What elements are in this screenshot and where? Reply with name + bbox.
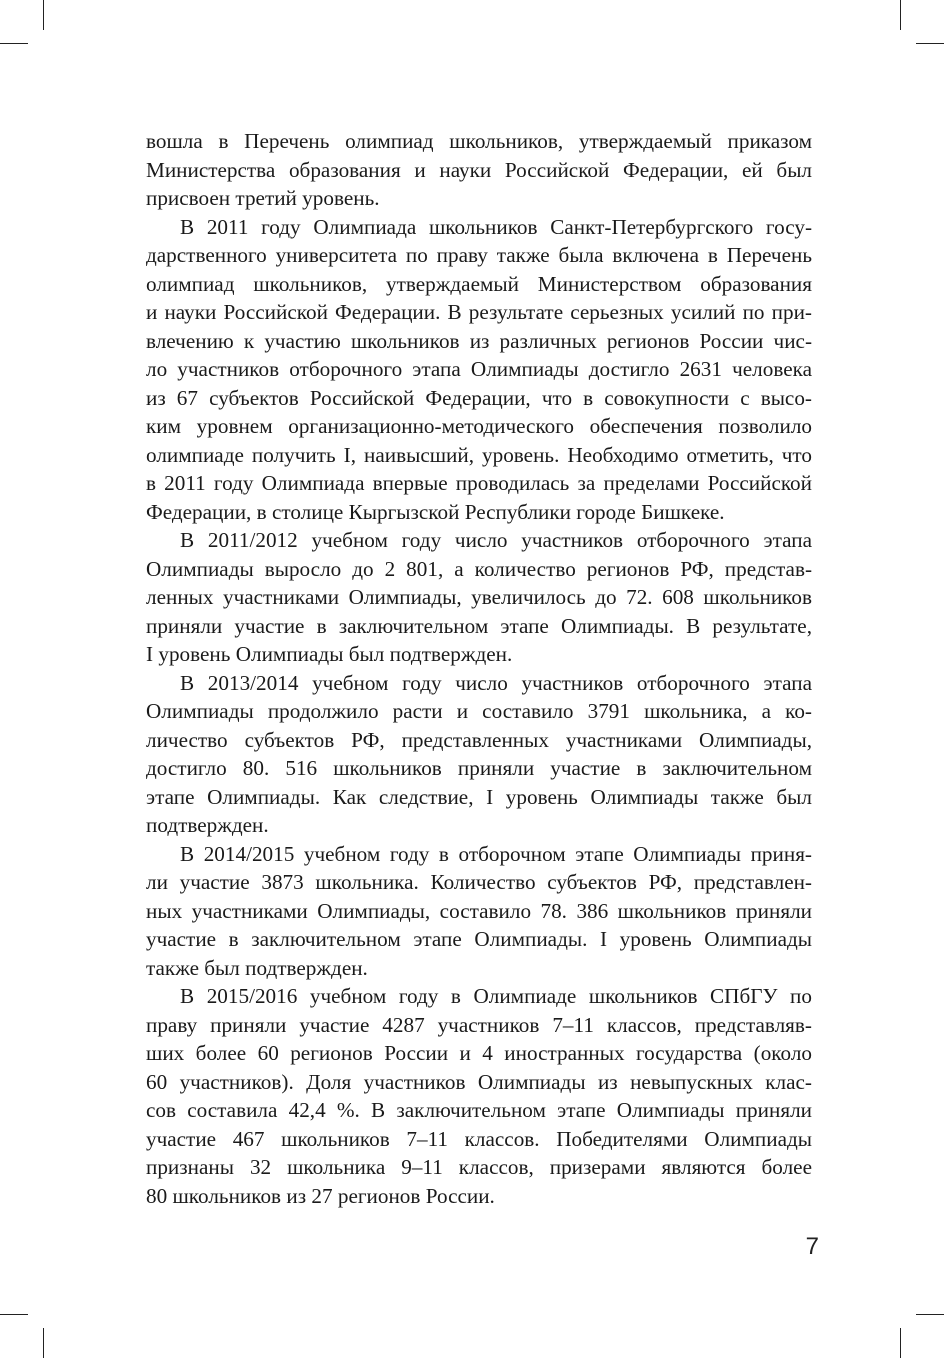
paragraph-continuation [146, 127, 812, 213]
text-line: ных участниками Олимпиады, составило 78. 386 школьников приняли [146, 898, 812, 923]
paragraph-2011-2012 [146, 526, 812, 669]
text-line: олимпиад школьников, утверждаемый Министерством образования [146, 271, 812, 296]
text-line: подтвержден. [146, 813, 269, 837]
text-line: ким уровнем организационно-методического обеспечения позволило [146, 414, 812, 438]
text-line: из 67 субъектов Российской Федерации, что в совокупности с высо- [146, 385, 812, 410]
text-line: 60 участников). Доля участников Олимпиады из невыпускных клас- [146, 1069, 812, 1094]
crop-mark-bottom-right-horizontal [916, 1314, 944, 1315]
text-line: 80 школьников из 27 регионов России. [146, 1183, 495, 1208]
body-text [146, 127, 812, 1210]
text-line: этапе Олимпиады. Как следствие, I уровень Олимпиады также был [146, 784, 812, 809]
crop-mark-top-right-horizontal [916, 43, 944, 44]
crop-mark-top-right-vertical [900, 0, 901, 30]
text-line: I уровень Олимпиады был подтвержден. [146, 642, 513, 666]
text-line: Олимпиады выросло до 2 801, а количество регионов РФ, представ- [146, 556, 812, 581]
text-line: участие в заключительном этапе Олимпиады. I уровень Олимпиады [146, 927, 812, 951]
text-line: В 2015/2016 учебном году в Олимпиаде школьников СПбГУ по [180, 984, 812, 1008]
text-line: В 2014/2015 учебном году в отборочном этапе Олимпиады приня- [180, 841, 812, 866]
text-line: в 2011 году Олимпиада впервые проводилась за пределами Российской [146, 471, 812, 495]
text-line: Федерации, в столице Кыргызской Республики городе Бишкеке. [146, 499, 725, 524]
text-line: признаны 32 школьника 9–11 классов, призерами являются более [146, 1155, 812, 1179]
text-line: Олимпиады продолжило расти и составило 3791 школьника, а ко- [146, 699, 812, 723]
crop-mark-bottom-left-horizontal [0, 1314, 28, 1315]
text-line: Министерства образования и науки Российской Федерации, ей был [146, 157, 812, 182]
text-line: ли участие 3873 школьника. Количество субъектов РФ, представлен- [146, 870, 812, 894]
paragraph-2013-2014 [146, 669, 812, 840]
text-line: личество субъектов РФ, представленных участниками Олимпиады, [146, 727, 812, 752]
paragraph-2014-2015 [146, 840, 812, 983]
text-line: ло участников отборочного этапа Олимпиады достигло 2631 человека [146, 357, 812, 381]
text-line: присвоен третий уровень. [146, 186, 380, 210]
text-line: олимпиаде получить I, наивысший, уровень. Необходимо отметить, что [146, 442, 812, 467]
text-line: В 2011/2012 учебном году число участников отборочного этапа [180, 528, 812, 552]
text-line: также был подтвержден. [146, 955, 368, 980]
crop-mark-bottom-right-vertical [900, 1328, 901, 1358]
paragraph-2015-2016 [146, 982, 812, 1210]
text-line: ших более 60 регионов России и 4 иностранных государства (около [146, 1041, 812, 1065]
text-line: достигло 80. 516 школьников приняли участие в заключительном [146, 756, 812, 780]
text-line: ленных участниками Олимпиады, увеличилось до 72. 608 школьников [146, 585, 812, 609]
paragraph-2011 [146, 213, 812, 527]
crop-mark-top-left-vertical [43, 0, 44, 30]
text-line: В 2011 году Олимпиада школьников Санкт-Петербургского госу- [180, 214, 812, 239]
page-number: 7 [805, 1233, 819, 1260]
text-line: приняли участие в заключительном этапе Олимпиады. В результате, [146, 613, 812, 638]
text-line: праву приняли участие 4287 участников 7–11 классов, представляв- [146, 1012, 812, 1037]
text-line: сов составила 42,4 %. В заключительном этапе Олимпиады приняли [146, 1098, 812, 1122]
crop-mark-top-left-horizontal [0, 43, 28, 44]
text-line: влечению к участию школьников из различных регионов России чис- [146, 328, 812, 353]
crop-mark-bottom-left-vertical [43, 1328, 44, 1358]
text-line: В 2013/2014 учебном году число участников отборочного этапа [180, 670, 812, 695]
text-line: участие 467 школьников 7–11 классов. Победителями Олимпиады [146, 1126, 812, 1151]
text-line: вошла в Перечень олимпиад школьников, утверждаемый приказом [146, 129, 812, 153]
text-line: дарственного университета по праву также была включена в Перечень [146, 243, 812, 267]
text-line: и науки Российской Федерации. В результате серьезных усилий по при- [146, 300, 812, 324]
